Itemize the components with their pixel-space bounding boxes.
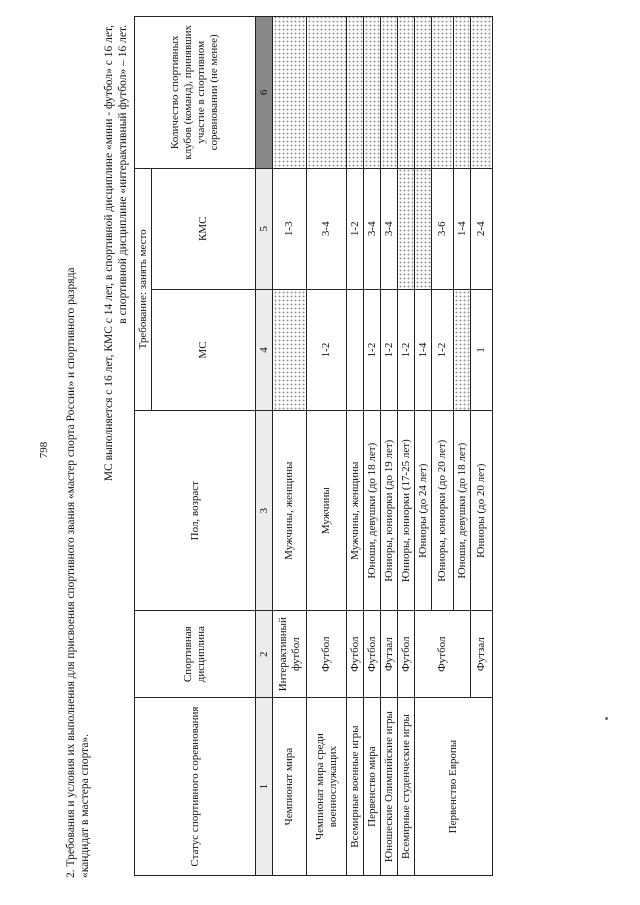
cell-clubs xyxy=(273,17,307,169)
cell-kms: 2-4 xyxy=(471,168,493,289)
cell-gender-age: Юниоры, юниорки (17-25 лет) xyxy=(398,411,415,611)
cell-discipline: Интерактивный футбол xyxy=(273,611,307,698)
cell-kms: 1-4 xyxy=(454,168,471,289)
table-row xyxy=(415,17,432,876)
cell-discipline: Футбол xyxy=(307,611,347,698)
rotated-page xyxy=(0,10,640,890)
cell-ms: 1-4 xyxy=(415,289,432,410)
cell-status: Первенство мира xyxy=(364,698,381,876)
section-heading xyxy=(64,18,92,878)
cell-status: Юношеские Олимпийские игры xyxy=(381,698,398,876)
column-number-row xyxy=(256,17,273,876)
cell-kms: 1-2 xyxy=(347,168,364,289)
cell-ms: 1-2 xyxy=(364,289,381,410)
cell-clubs xyxy=(454,17,471,169)
cell-ms: 1-2 xyxy=(398,289,415,410)
cell-ms xyxy=(347,289,364,410)
cell-kms: 3-4 xyxy=(364,168,381,289)
cell-gender-age: Юниоры (до 24 лет) xyxy=(415,411,432,611)
cell-kms xyxy=(398,168,415,289)
note-line-1: МС выполняется с 16 лет, КМС с 14 лет, в спортивной дисциплине «мини - футбол» с 16 лет, xyxy=(103,25,115,482)
cell-clubs xyxy=(347,17,364,169)
cell-clubs xyxy=(381,17,398,169)
cell-gender-age: Юноши, девушки (до 18 лет) xyxy=(454,411,471,611)
cell-discipline: Футбол xyxy=(398,611,415,698)
table-row xyxy=(398,17,415,876)
cell-ms: 1 xyxy=(471,289,493,410)
column-number: 4 xyxy=(256,289,273,410)
cell-clubs xyxy=(432,17,454,169)
page-number: 798 xyxy=(38,441,50,459)
speck xyxy=(605,717,608,720)
cell-discipline: Футбол xyxy=(347,611,364,698)
table-row xyxy=(364,17,381,876)
header-row-1 xyxy=(135,17,152,876)
cell-status: Чемпионат мира среди военнослужащих xyxy=(307,698,347,876)
cell-kms: 3-4 xyxy=(307,168,347,289)
column-number: 1 xyxy=(256,698,273,876)
cell-gender-age: Мужчины xyxy=(307,411,347,611)
cell-ms: 1-2 xyxy=(381,289,398,410)
cell-gender-age: Юноши, девушки (до 18 лет) xyxy=(364,411,381,611)
cell-kms xyxy=(415,168,432,289)
header-requirement: Требование: занять место xyxy=(135,168,152,411)
column-number: 6 xyxy=(256,17,273,169)
table-row xyxy=(347,17,364,876)
table-row xyxy=(273,17,307,876)
heading-line-1: 2. Требования и условия их выполнения для присвоения спортивного звания «мастер спорта России» и спортивного разряда xyxy=(65,267,77,878)
cell-gender-age: Юниоры, юниорки (до 20 лет) xyxy=(432,411,454,611)
cell-ms xyxy=(273,289,307,410)
cell-gender-age: Мужчины, женщины xyxy=(347,411,364,611)
header-discipline: Спортивная дисциплина xyxy=(135,611,256,698)
header-ms: МС xyxy=(152,289,256,410)
age-note xyxy=(102,25,130,590)
cell-status-europe: Первенство Европы xyxy=(415,698,493,876)
cell-gender-age: Юниоры, юниорки (до 19 лет) xyxy=(381,411,398,611)
cell-discipline-futsal: Футзал xyxy=(471,611,493,698)
column-number: 3 xyxy=(256,411,273,611)
heading-line-2: «кандидат в мастера спорта». xyxy=(79,733,91,878)
cell-status: Чемпионат мира xyxy=(273,698,307,876)
cell-clubs xyxy=(307,17,347,169)
cell-ms: 1-2 xyxy=(307,289,347,410)
cell-discipline: Футзал xyxy=(381,611,398,698)
cell-clubs xyxy=(398,17,415,169)
header-clubs: Количество спортивных клубов (команд), принявших участие в спортивном соревновании (не менее) xyxy=(135,17,256,169)
cell-kms: 3-4 xyxy=(381,168,398,289)
header-status: Статус спортивного соревнования xyxy=(135,698,256,876)
column-number: 2 xyxy=(256,611,273,698)
cell-clubs xyxy=(471,17,493,169)
cell-ms: 1-2 xyxy=(432,289,454,410)
cell-kms: 3-6 xyxy=(432,168,454,289)
requirements-table xyxy=(134,16,493,876)
cell-discipline-football: Футбол xyxy=(415,611,471,698)
note-line-2: в спортивной дисциплине «интерактивный футбол» – 16 лет. xyxy=(117,25,129,324)
cell-status: Всемирные военные игры xyxy=(347,698,364,876)
table-row xyxy=(381,17,398,876)
column-number: 5 xyxy=(256,168,273,289)
header-kms: КМС xyxy=(152,168,256,289)
cell-clubs xyxy=(415,17,432,169)
cell-ms xyxy=(454,289,471,410)
cell-kms: 1-3 xyxy=(273,168,307,289)
header-gender-age: Пол, возраст xyxy=(135,411,256,611)
cell-gender-age: Мужчины, женщины xyxy=(273,411,307,611)
cell-status: Всемирные студенческие игры xyxy=(398,698,415,876)
cell-clubs xyxy=(364,17,381,169)
cell-discipline: Футбол xyxy=(364,611,381,698)
cell-gender-age: Юниоры (до 20 лет) xyxy=(471,411,493,611)
table-row xyxy=(307,17,347,876)
